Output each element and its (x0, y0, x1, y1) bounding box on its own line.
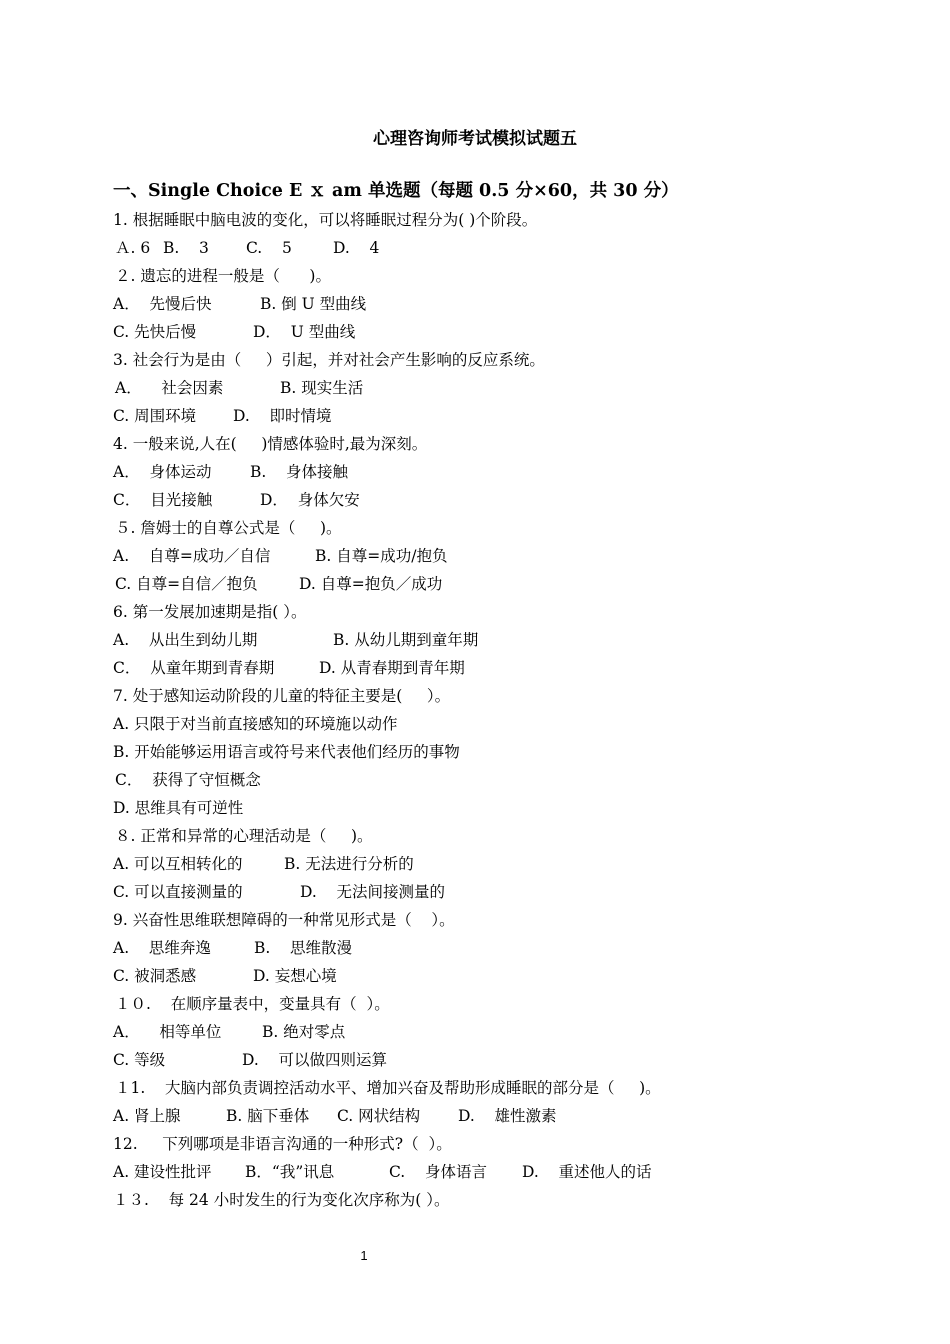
question-line (113, 206, 873, 234)
line-text: 6. 第一发展加速期是指( ）。 (113, 603, 307, 621)
line-text: C. 先快后慢 (113, 323, 197, 341)
question-line (113, 850, 873, 878)
option-text: B. 现实生活 (280, 379, 364, 397)
option-text: D. 从青春期到青年期 (319, 659, 465, 677)
line-text: A． 社会因素 (115, 379, 224, 397)
line-text: C. 等级 (113, 1051, 166, 1069)
line-text: A． 身体运动 (113, 463, 212, 481)
line-text: C． 从童年期到青春期 (113, 659, 275, 677)
question-line (113, 374, 873, 402)
question-line (113, 1158, 873, 1186)
question-line (113, 934, 873, 962)
question-line (113, 626, 873, 654)
question-line (113, 318, 873, 346)
option-text: D． U 型曲线 (253, 323, 356, 341)
page-number: 1 (360, 1248, 368, 1263)
line-text: ５. 詹姆士的自尊公式是（ )。 (115, 519, 342, 537)
option-text: C. 5 (246, 239, 292, 257)
question-line (113, 962, 873, 990)
question-line (113, 290, 873, 318)
option-text: B. 自尊=成功/抱负 (315, 547, 448, 565)
line-text: C． 目光接触 (113, 491, 213, 509)
question-line (113, 654, 873, 682)
option-text: D. 可以做四则运算 (242, 1051, 388, 1069)
question-line (113, 878, 873, 906)
question-line (113, 346, 873, 374)
option-text: D. 妄想心境 (253, 967, 337, 985)
question-line (113, 1130, 873, 1158)
page-title: 心理咨询师考试模拟试题五 (373, 129, 577, 149)
question-line (113, 710, 873, 738)
line-text: D. 思维具有可逆性 (113, 799, 244, 817)
option-text: B. 身体接触 (250, 463, 349, 481)
question-line (113, 598, 873, 626)
line-text: A. 只限于对当前直接感知的环境施以动作 (113, 715, 398, 733)
line-text: C． 获得了守恒概念 (115, 771, 261, 789)
line-text: 9. 兴奋性思维联想障碍的一种常见形式是（ ）。 (113, 911, 455, 929)
line-text: １０. 在顺序量表中，变量具有（ ）。 (115, 995, 390, 1013)
option-text: B. 思维散漫 (254, 939, 353, 957)
question-line (113, 906, 873, 934)
line-text: A. 可以互相转化的 (113, 855, 243, 873)
question-line (113, 514, 873, 542)
line-text: A． 相等单位 (113, 1023, 222, 1041)
line-text: 4. 一般来说,人在( )情感体验时,最为深刻。 (113, 435, 428, 453)
question-line (113, 570, 873, 598)
question-line (113, 402, 873, 430)
line-text: C. 自尊=自信／抱负 (115, 575, 258, 593)
option-text: D. 重述他人的话 (522, 1163, 652, 1181)
question-line (113, 738, 873, 766)
option-text: B. 脑下垂体 (226, 1107, 310, 1125)
line-text: C. 可以直接测量的 (113, 883, 243, 901)
option-text: D. 即时情境 (233, 407, 332, 425)
line-text: ８. 正常和异常的心理活动是（ )。 (115, 827, 373, 845)
line-text: １３. 每 24 小时发生的行为变化次序称为( ）。 (113, 1191, 450, 1209)
line-text: A． 先慢后快 (113, 295, 212, 313)
option-text: B. 3 (163, 239, 209, 257)
question-line (113, 262, 873, 290)
line-text: １1. 大脑内部负责调控活动水平、增加兴奋及帮助形成睡眠的部分是（ )。 (115, 1079, 661, 1097)
line-text: A. 自尊=成功／自信 (113, 547, 271, 565)
question-line (113, 486, 873, 514)
question-line (113, 766, 873, 794)
line-text: 1. 根据睡眠中脑电波的变化，可以将睡眠过程分为( )个阶段。 (113, 211, 538, 229)
option-text: C. 网状结构 (337, 1107, 421, 1125)
question-line (113, 822, 873, 850)
option-text: B. 倒 U 型曲线 (260, 295, 367, 313)
section-heading: 一、Single Choice E ｘ am 单选题（每题 0.5 分×60，共 30 分） (113, 181, 679, 201)
question-list (113, 206, 873, 1214)
line-text: A. 肾上腺 (113, 1107, 181, 1125)
question-line (113, 1074, 873, 1102)
line-text: Ａ. 6 (115, 239, 151, 257)
question-line (113, 542, 873, 570)
option-text: D. 雄性激素 (458, 1107, 557, 1125)
question-line (113, 990, 873, 1018)
line-text: B. 开始能够运用语言或符号来代表他们经历的事物 (113, 743, 460, 761)
option-text: D. 自尊=抱负／成功 (299, 575, 443, 593)
option-text: C. 身体语言 (389, 1163, 487, 1181)
line-text: A. 思维奔逸 (113, 939, 211, 957)
line-text: C. 周围环境 (113, 407, 197, 425)
option-text: D. 无法间接测量的 (300, 883, 446, 901)
line-text: C. 被洞悉感 (113, 967, 197, 985)
line-text: 3. 社会行为是由（ ）引起，并对社会产生影响的反应系统。 (113, 351, 545, 369)
option-text: B. 从幼儿期到童年期 (333, 631, 479, 649)
question-line (113, 234, 873, 262)
question-line (113, 682, 873, 710)
question-line (113, 458, 873, 486)
option-text: D． 身体欠安 (260, 491, 360, 509)
question-line (113, 1102, 873, 1130)
question-line (113, 1046, 873, 1074)
question-line (113, 430, 873, 458)
line-text: 12. 下列哪项是非语言沟通的一种形式?（ ）。 (113, 1135, 452, 1153)
line-text: 7. 处于感知运动阶段的儿童的特征主要是( ）。 (113, 687, 451, 705)
question-line (113, 794, 873, 822)
question-line (113, 1018, 873, 1046)
line-text: A. 建设性批评 (113, 1163, 212, 1181)
line-text: A. 从出生到幼儿期 (113, 631, 258, 649)
option-text: D. 4 (333, 239, 380, 257)
option-text: B. 无法进行分析的 (284, 855, 414, 873)
question-line (113, 1186, 873, 1214)
option-text: B. 绝对零点 (262, 1023, 346, 1041)
line-text: ２. 遗忘的进程一般是（ )。 (115, 267, 331, 285)
option-text: B．“我”讯息 (245, 1163, 335, 1181)
